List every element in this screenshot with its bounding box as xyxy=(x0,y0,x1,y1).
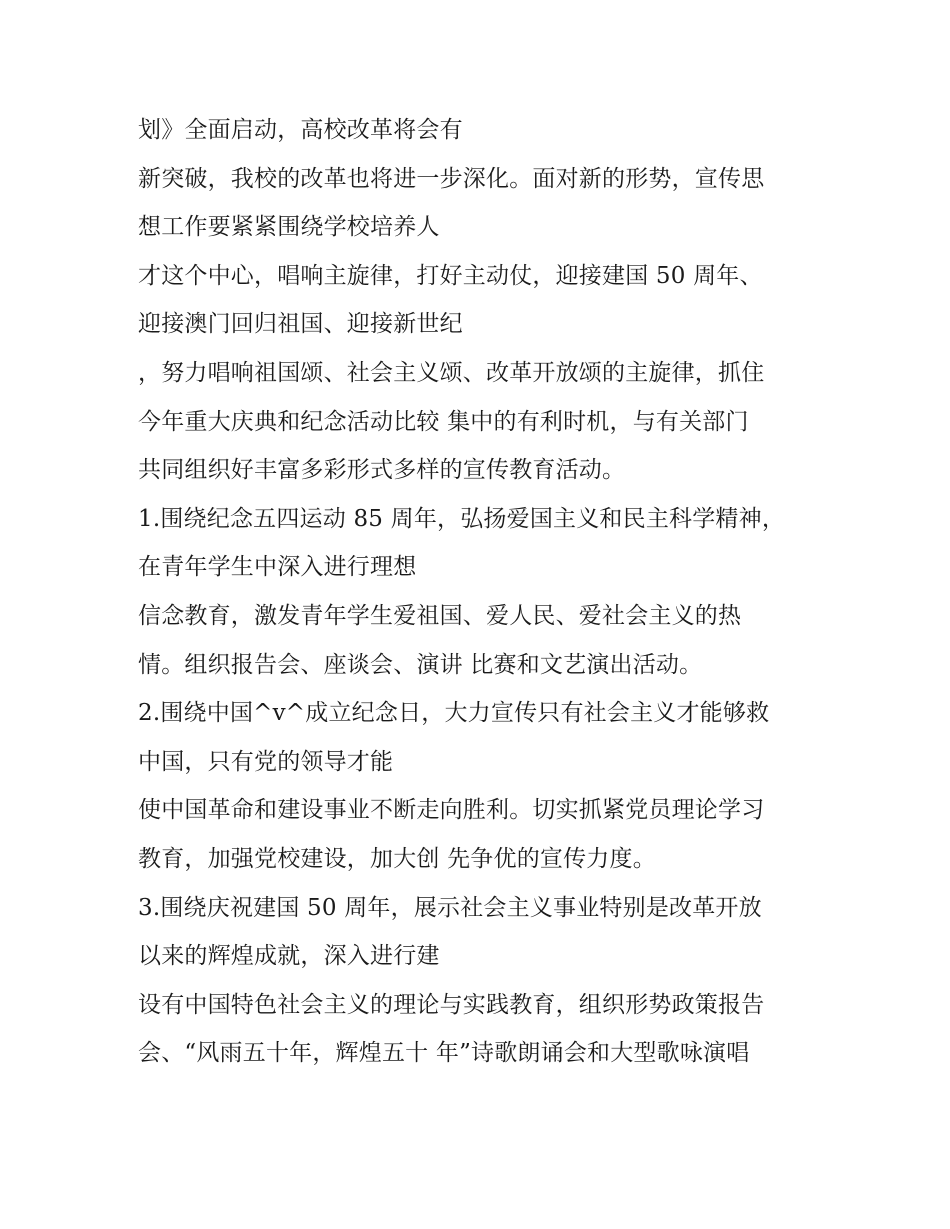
text-line: 迎接澳门回归祖国、迎接新世纪 xyxy=(138,311,463,338)
body-text xyxy=(138,106,838,1078)
text-line: 以来的辉煌成就，深入进行建 xyxy=(138,943,440,970)
text-line: 中国，只有党的领导才能 xyxy=(138,748,394,775)
text-line: ，努力唱响祖国颂、社会主义颂、改革开放颂的主旋律，抓住 xyxy=(138,359,765,386)
text-line: 新突破，我校的改革也将进一步深化。面对新的形势，宣传思 xyxy=(138,165,765,192)
text-line: 共同组织好丰富多彩形式多样的宣传教育活动。 xyxy=(138,457,626,484)
text-line: 会、“风雨五十年，辉煌五十 年”诗歌朗诵会和大型歌咏演唱 xyxy=(138,1040,750,1067)
text-line: 划》全面启动，高校改革将会有 xyxy=(138,117,463,143)
text-line: 想工作要紧紧围绕学校培养人 xyxy=(138,214,440,241)
text-line: 情。组织报告会、座谈会、演讲 比赛和文艺演出活动。 xyxy=(138,651,703,678)
text-line: 设有中国特色社会主义的理论与实践教育，组织形势政策报告 xyxy=(138,991,765,1018)
text-line: 教育，加强党校建设，加大创 先争优的宣传力度。 xyxy=(138,845,656,872)
text-line: 信念教育，激发青年学生爱祖国、爱人民、爱社会主义的热 xyxy=(138,602,742,629)
list-item-3-line: 3.围绕庆祝建国 50 周年，展示社会主义事业特别是改革开放 xyxy=(138,894,762,921)
text-line: 才这个中心，唱响主旋律，打好主动仗，迎接建国 50 周年、 xyxy=(138,262,763,289)
list-item-1-line: 1.围绕纪念五四运动 85 周年，弘扬爱国主义和民主科学精神， xyxy=(138,505,786,532)
list-item-2-line: 2.围绕中国^v^成立纪念日，大力宣传只有社会主义才能够救 xyxy=(138,700,770,727)
text-line: 在青年学生中深入进行理想 xyxy=(138,554,417,581)
text-line: 使中国革命和建设事业不断走向胜利。切实抓紧党员理论学习 xyxy=(138,797,765,824)
text-line: 今年重大庆典和纪念活动比较 集中的有利时机，与有关部门 xyxy=(138,408,749,435)
